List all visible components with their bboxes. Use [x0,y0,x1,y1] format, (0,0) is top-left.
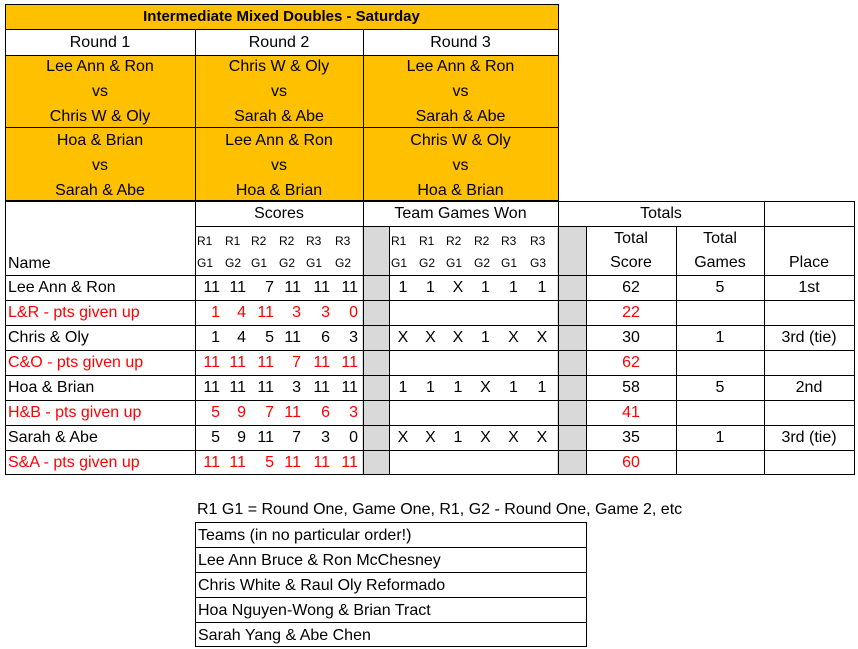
won-cell [528,300,556,325]
score-cell: 3 [292,378,301,396]
won-cell: X [536,428,548,446]
score-col-header: R3 [306,234,322,248]
grid-line [676,226,677,475]
teams-header: Teams (in no particular order!) [198,526,412,544]
grid-line [363,29,364,201]
total-games-cell [676,350,764,375]
won-cell [472,450,499,475]
total-games-cell [676,300,764,325]
won-cell: X [452,278,464,296]
grid-line [5,201,855,202]
won-cell: 1 [481,328,490,346]
round-header: Round 2 [248,33,310,51]
won-cell: X [536,328,548,346]
score-cell: 11 [229,278,246,296]
match-line: Lee Ann & Ron [46,57,154,75]
won-col-header: R2 [474,234,490,248]
won-cell: X [480,378,491,396]
won-cell [499,450,528,475]
total-score-cell: 62 [622,353,640,371]
won-col-header: G1 [391,256,408,270]
grid-line [195,646,587,647]
score-col-header: G1 [197,256,214,270]
grid-line [558,201,559,475]
match-line: vs [271,82,287,100]
grid-line [195,522,196,647]
total-games-cell: 5 [715,278,725,296]
place-cell: 2nd [795,378,823,396]
grid-line [5,300,855,301]
won-cell [499,300,528,325]
score-cell: 11 [341,353,358,371]
score-cell: 7 [265,403,274,421]
score-cell: 11 [229,453,246,471]
grid-line [5,350,855,351]
row-name: Hoa & Brian [8,378,95,396]
score-cell: 11 [229,353,246,371]
won-cell: 1 [537,278,547,296]
place-cell: 3rd (tie) [781,328,837,346]
won-cell: X [508,428,519,446]
score-cell: 11 [203,278,220,296]
won-cell: 1 [509,278,518,296]
won-cell: 1 [453,378,463,396]
total-games-cell: 1 [715,328,725,346]
score-col-header: R3 [335,234,351,248]
grid-line [389,226,390,475]
won-cell: X [425,428,436,446]
row-name: C&O - pts given up [8,353,144,371]
won-cell: X [480,428,491,446]
won-col-header: R2 [446,234,462,248]
won-cell: 1 [537,378,547,396]
score-cell: 5 [211,403,220,421]
won-col-header: G3 [530,256,547,270]
score-cell: 11 [257,353,274,371]
place-cell [764,350,854,375]
won-cell [499,400,528,425]
won-cell [417,450,444,475]
match-line: vs [92,156,108,174]
won-cell [444,450,472,475]
place-cell [764,400,854,425]
score-cell: 11 [341,278,358,296]
score-cell: 5 [265,328,274,346]
grid-line [5,375,855,376]
total-games-cell: 5 [715,378,725,396]
row-name: Lee Ann & Ron [8,278,116,296]
grid-line [5,400,855,401]
won-cell [417,400,444,425]
grid-line [195,547,587,548]
won-cell [444,300,472,325]
grid-line [558,4,559,201]
grid-line [5,55,559,56]
team-item: Lee Ann Bruce & Ron McChesney [198,551,441,569]
grid-line [5,201,6,475]
place-cell [764,300,854,325]
score-cell: 11 [284,403,301,421]
grid-line [5,127,559,128]
match-line: vs [452,82,469,100]
won-cell: X [508,328,519,346]
match-line: Hoa & Brian [56,131,144,149]
score-cell: 11 [313,378,330,396]
won-col-header: R1 [419,234,435,248]
match-line: Hoa & Brian [417,181,504,199]
place-cell: 3rd (tie) [781,428,837,446]
won-col-header: R1 [391,234,407,248]
games-won-header: Team Games Won [394,205,527,222]
score-cell: 9 [237,403,246,421]
score-cell: 11 [341,453,358,471]
score-col-header: R1 [225,234,241,248]
match-line: Chris W & Oly [228,57,330,75]
won-col-header: G1 [446,256,463,270]
match-line: Chris W & Oly [49,107,151,125]
grid-line [5,275,855,276]
legend-text: R1 G1 = Round One, Game One, R1, G2 - Round One, Game 2, etc [197,501,683,518]
grid-line [195,572,587,573]
totals-header: Totals [640,205,682,222]
score-col-header: G2 [335,256,352,270]
score-cell: 3 [349,403,358,421]
scores-header: Scores [254,205,304,222]
match-line: Lee Ann & Ron [225,131,333,149]
won-col-header: G1 [501,256,518,270]
grid-line [363,201,364,475]
score-col-header: G1 [306,256,323,270]
won-col-header: G2 [474,256,491,270]
grid-line [5,4,6,201]
place-cell [764,450,854,475]
score-cell: 7 [265,278,274,296]
score-col-header: G1 [251,256,268,270]
grid-line [5,474,855,475]
won-cell: X [452,328,464,346]
won-cell [472,350,499,375]
round-header: Round 3 [430,33,491,51]
grid-line [5,325,855,326]
score-cell: 3 [321,428,330,446]
score-cell: 11 [341,378,358,396]
grid-line [195,522,587,523]
total-score-header: Total [614,230,648,247]
score-cell: 11 [284,328,301,346]
grid-line [854,201,855,475]
score-cell: 6 [321,328,330,346]
won-cell [528,350,556,375]
grid-line [195,201,196,475]
won-cell: 1 [426,378,435,396]
page-title: Intermediate Mixed Doubles - Saturday [143,8,420,25]
match-line: Lee Ann & Ron [406,57,515,75]
round-header: Round 1 [69,33,131,51]
score-cell: 11 [203,453,220,471]
won-cell [389,300,417,325]
match-line: vs [92,82,108,100]
won-col-header: R3 [530,234,546,248]
team-item: Chris White & Raul Oly Reformado [198,576,446,594]
row-name: Chris & Oly [8,328,89,346]
won-cell: X [397,428,409,446]
score-cell: 1 [211,328,220,346]
match-line: vs [271,156,287,174]
score-cell: 7 [292,353,301,371]
score-col-header: R1 [197,234,213,248]
match-line: Sarah & Abe [415,107,506,125]
score-col-header: G2 [279,256,296,270]
match-line: Sarah & Abe [234,107,324,125]
won-cell [417,300,444,325]
grid-line [764,201,765,475]
grid-line [5,29,559,30]
total-score-cell: 62 [622,278,640,296]
score-col-header: G2 [225,256,242,270]
team-item: Sarah Yang & Abe Chen [198,626,371,644]
score-cell: 11 [313,278,330,296]
score-cell: 11 [284,453,301,471]
grid-line [195,226,855,227]
grid-line [5,425,855,426]
won-cell [472,300,499,325]
row-name: H&B - pts given up [8,403,142,421]
won-cell: 1 [426,278,435,296]
total-games-cell [676,450,764,475]
won-cell [528,400,556,425]
score-cell: 11 [229,378,246,396]
total-score-header: Score [610,254,652,271]
total-score-cell: 60 [622,453,640,471]
won-col-header: R3 [501,234,517,248]
won-cell: X [425,328,436,346]
place-header: Place [788,254,830,271]
total-score-cell: 58 [622,378,640,396]
grid-line [586,226,587,475]
grid-line [195,597,587,598]
score-cell: 0 [349,428,358,446]
score-cell: 11 [313,453,330,471]
score-cell: 1 [211,303,220,321]
score-cell: 11 [257,428,274,446]
won-cell [389,350,417,375]
won-cell: X [397,328,409,346]
score-cell: 4 [237,328,246,346]
score-col-header: R2 [279,234,295,248]
won-cell: 1 [509,378,518,396]
won-cell: 1 [398,378,408,396]
match-line: vs [452,156,469,174]
score-cell: 5 [211,428,220,446]
grid-line [5,4,559,5]
score-cell: 5 [265,453,274,471]
score-cell: 11 [257,378,274,396]
score-cell: 11 [203,353,220,371]
won-cell [444,400,472,425]
total-score-cell: 22 [622,303,640,321]
score-cell: 11 [313,353,330,371]
row-name: L&R - pts given up [8,303,140,321]
won-cell: 1 [453,428,463,446]
total-score-cell: 30 [622,328,640,346]
won-cell [389,400,417,425]
total-score-cell: 41 [622,403,640,421]
won-cell: 1 [398,278,408,296]
name-header: Name [8,255,51,272]
score-cell: 11 [257,303,274,321]
won-col-header: G2 [419,256,436,270]
total-games-cell [676,400,764,425]
score-cell: 7 [292,428,301,446]
grid-line [195,622,587,623]
match-line: Hoa & Brian [235,181,323,199]
won-cell [528,450,556,475]
row-name: S&A - pts given up [8,453,140,471]
score-col-header: R2 [251,234,267,248]
total-games-cell: 1 [715,428,725,446]
row-name: Sarah & Abe [8,428,98,446]
total-games-header: Total [703,230,737,247]
match-line: Chris W & Oly [410,131,511,149]
won-cell [499,350,528,375]
grid-line [195,29,196,201]
score-cell: 9 [237,428,246,446]
won-cell [444,350,472,375]
total-score-cell: 35 [622,428,640,446]
score-cell: 6 [321,403,330,421]
score-cell: 11 [203,378,220,396]
total-games-header: Games [694,254,746,271]
won-cell [472,400,499,425]
score-cell: 4 [237,303,246,321]
won-cell [389,450,417,475]
score-cell: 0 [349,303,358,321]
score-cell: 11 [284,278,301,296]
team-item: Hoa Nguyen-Wong & Brian Tract [198,601,431,619]
score-cell: 3 [292,303,301,321]
won-cell [417,350,444,375]
match-line: Sarah & Abe [55,181,145,199]
score-cell: 3 [321,303,330,321]
score-cell: 3 [349,328,358,346]
won-cell: 1 [481,278,490,296]
grid-line [5,450,855,451]
grid-line [586,522,587,647]
place-cell: 1st [798,278,820,296]
